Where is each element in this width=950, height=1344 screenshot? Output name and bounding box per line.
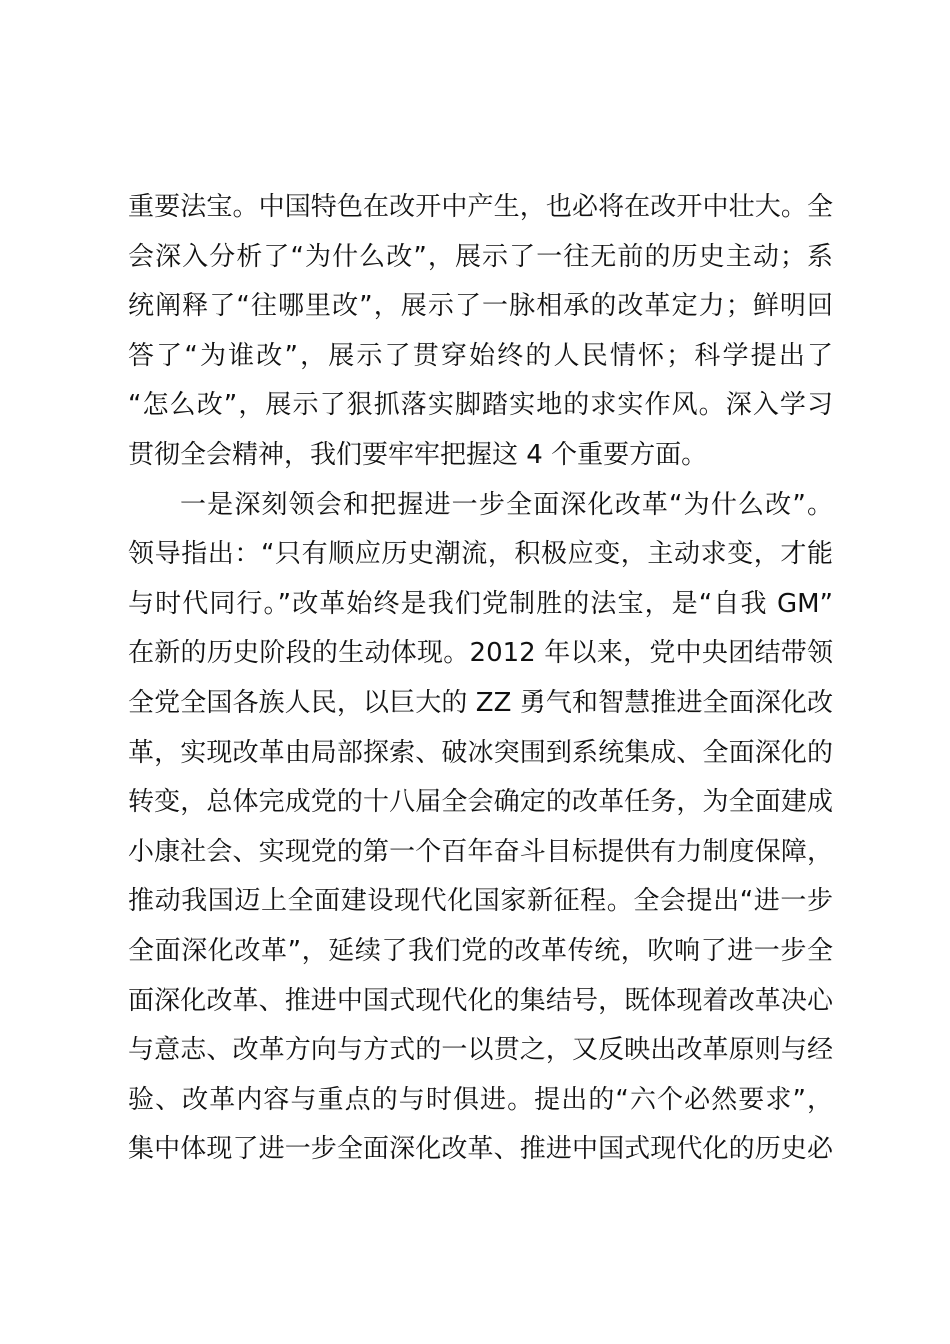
text-line: 全党全国各族人民，以巨大的 ZZ 勇气和智慧推进全面深化改 [128, 687, 833, 718]
text-line: 统阐释了“往哪里改”，展示了一脉相承的改革定力；鲜明回 [128, 291, 833, 322]
text-line: 革，实现改革由局部探索、破冰突围到系统集成、全面深化的 [128, 737, 833, 768]
text-line: 与意志、改革方向与方式的一以贯之，又反映出改革原则与经 [128, 1035, 833, 1066]
text-line: 转变，总体完成党的十八届全会确定的改革任务，为全面建成 [128, 787, 833, 818]
text-line: 会深入分析了“为什么改”，展示了一往无前的历史主动；系 [128, 241, 833, 272]
text-line: 面深化改革、推进中国式现代化的集结号，既体现着改革决心 [128, 985, 833, 1016]
document-body [128, 183, 833, 1175]
paragraph-first-line: 一是深刻领会和把握进一步全面深化改革“为什么改”。 [180, 489, 833, 520]
text-line: 验、改革内容与重点的与时俱进。提出的“六个必然要求”， [128, 1084, 833, 1115]
text-line: 小康社会、实现党的第一个百年奋斗目标提供有力制度保障， [128, 836, 833, 867]
text-line: 领导指出：“只有顺应历史潮流，积极应变，主动求变，才能 [128, 539, 833, 570]
text-line: 推动我国迈上全面建设现代化国家新征程。全会提出“进一步 [128, 886, 833, 917]
text-line: 全面深化改革”，延续了我们党的改革传统，吹响了进一步全 [128, 935, 833, 966]
text-line: 在新的历史阶段的生动体现。2012 年以来，党中央团结带领 [128, 638, 833, 669]
text-line: 集中体现了进一步全面深化改革、推进中国式现代化的历史必 [128, 1134, 833, 1165]
text-line: 答了“为谁改”，展示了贯穿始终的人民情怀；科学提出了 [128, 340, 833, 371]
text-line: 贯彻全会精神，我们要牢牢把握这 4 个重要方面。 [128, 439, 708, 470]
text-line: “怎么改”，展示了狠抓落实脚踏实地的求实作风。深入学习 [128, 390, 833, 421]
text-line: 重要法宝。中国特色在改开中产生，也必将在改开中壮大。全 [128, 192, 833, 222]
text-line: 与时代同行。”改革始终是我们党制胜的法宝，是“自我 GM” [128, 588, 833, 619]
